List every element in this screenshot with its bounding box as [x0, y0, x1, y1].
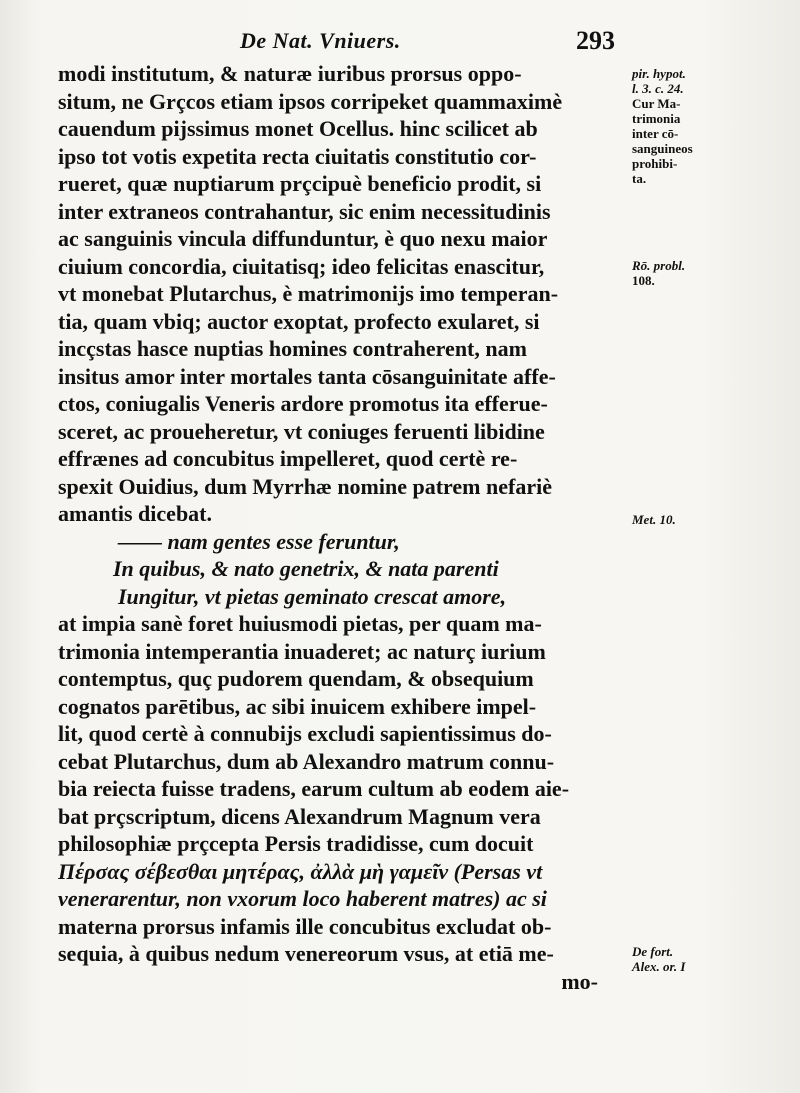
margin-note-line: ta.: [632, 171, 647, 186]
text-line: spexit Ouidius, dum Myrrhæ nomine patrem nefariè: [58, 473, 552, 499]
margin-note-probl: [632, 258, 722, 288]
text-line: inter extraneos contrahantur, sic enim necessitudinis: [58, 198, 551, 224]
text-line: situm, ne Grçcos etiam ipsos corripeket quammaximè: [58, 88, 563, 114]
text-line: tia, quam vbiq; auctor exoptat, profecto exularet, si: [58, 308, 540, 334]
margin-note-line: prohibi-: [632, 156, 678, 171]
text-line: cebat Plutarchus, dum ab Alexandro matrum connu-: [58, 748, 555, 774]
text-line: amantis dicebat.: [58, 501, 212, 526]
verse-line: Iungitur, vt pietas geminato crescat amore,: [118, 583, 507, 609]
text-line: insitus amor inter mortales tanta cōsanguinitate affe-: [58, 363, 556, 389]
margin-note-defort: [632, 944, 722, 974]
text-line: bia reiecta fuisse tradens, earum cultum ab eodem aie-: [58, 776, 570, 801]
margin-note-line: pir. hypot.: [632, 66, 686, 81]
text-line: philosophiæ prçcepta Persis tradidisse, cum docuit: [58, 831, 534, 856]
text-line: vt monebat Plutarchus, è matrimonijs imo temperan-: [58, 281, 559, 306]
text-line: lit, quod certè à connubijs excludi sapientissimus do-: [58, 721, 552, 746]
margin-note-line: sanguineos: [632, 141, 693, 156]
text-line: modi institutum, & naturæ iuribus prorsus oppo-: [58, 61, 522, 86]
margin-note-line: Alex. or. I: [632, 959, 686, 974]
margin-note-line: Rō. probl.: [632, 258, 686, 273]
margin-note-line: Met. 10.: [632, 512, 676, 527]
margin-note-line: inter cō-: [632, 126, 679, 141]
text-line: ipso tot votis expetita recta ciuitatis constitutio cor-: [58, 143, 537, 169]
text-line: bat prçscriptum, dicens Alexandrum Magnum vera: [58, 803, 541, 829]
text-line: ac sanguinis vincula diffunduntur, è quo nexu maior: [58, 226, 548, 251]
text-line: ciuium concordia, ciuitatisq; ideo felicitas enascitur,: [58, 253, 545, 279]
text-line: materna prorsus infamis ille concubitus excludat ob-: [58, 913, 552, 939]
text-line: trimonia intemperantia inuaderet; ac naturç iurium: [58, 638, 546, 664]
text-line: sceret, ac proueheretur, vt coniuges feruenti libidine: [58, 418, 545, 444]
text-line: cauendum pijssimus monet Ocellus. hinc scilicet ab: [58, 116, 538, 141]
text-line: at impia sanè foret huiusmodi pietas, per quam ma-: [58, 611, 542, 636]
text-line: cognatos parētibus, ac sibi inuicem exhibere impel-: [58, 693, 537, 719]
text-line: venerarentur, non vxorum loco haberent matres) ac si: [58, 886, 547, 911]
text-line: rueret, quæ nuptiarum prçcipuè beneficio prodit, si: [58, 171, 542, 196]
text-line: ctos, coniugalis Veneris ardore promotus ita efferue-: [58, 391, 548, 416]
page-number: 293: [576, 26, 615, 55]
margin-note-met: [632, 512, 722, 527]
margin-note-line: l. 3. c. 24.: [632, 81, 684, 96]
verse-line: —— nam gentes esse feruntur,: [118, 528, 400, 554]
text-line: incçstas hasce nuptias homines contraherent, nam: [58, 336, 527, 361]
body-text: [58, 60, 618, 995]
margin-note-hypot: [632, 66, 722, 186]
greek-text-line: Πέρσας σέβεσθαι μητέρας, ἀλλὰ μὴ γαμεῖν (Persas vt: [58, 858, 543, 884]
verse-line: In quibus, & nato genetrix, & nata parenti: [113, 556, 499, 581]
margin-note-line: Cur Ma-: [632, 96, 681, 111]
text-line: effrænes ad concubitus impelleret, quod certè re-: [58, 446, 518, 471]
margin-note-line: 108.: [632, 273, 655, 288]
margin-note-line: De fort.: [632, 944, 674, 959]
text-line: contemptus, quç pudorem quendam, & obsequium: [58, 666, 534, 691]
text-line: sequia, à quibus nedum venereorum vsus, at etiā me-: [58, 941, 554, 966]
running-head: De Nat. Vniuers.: [240, 28, 401, 53]
margin-note-line: trimonia: [632, 111, 681, 126]
catchword: mo-: [561, 968, 598, 994]
